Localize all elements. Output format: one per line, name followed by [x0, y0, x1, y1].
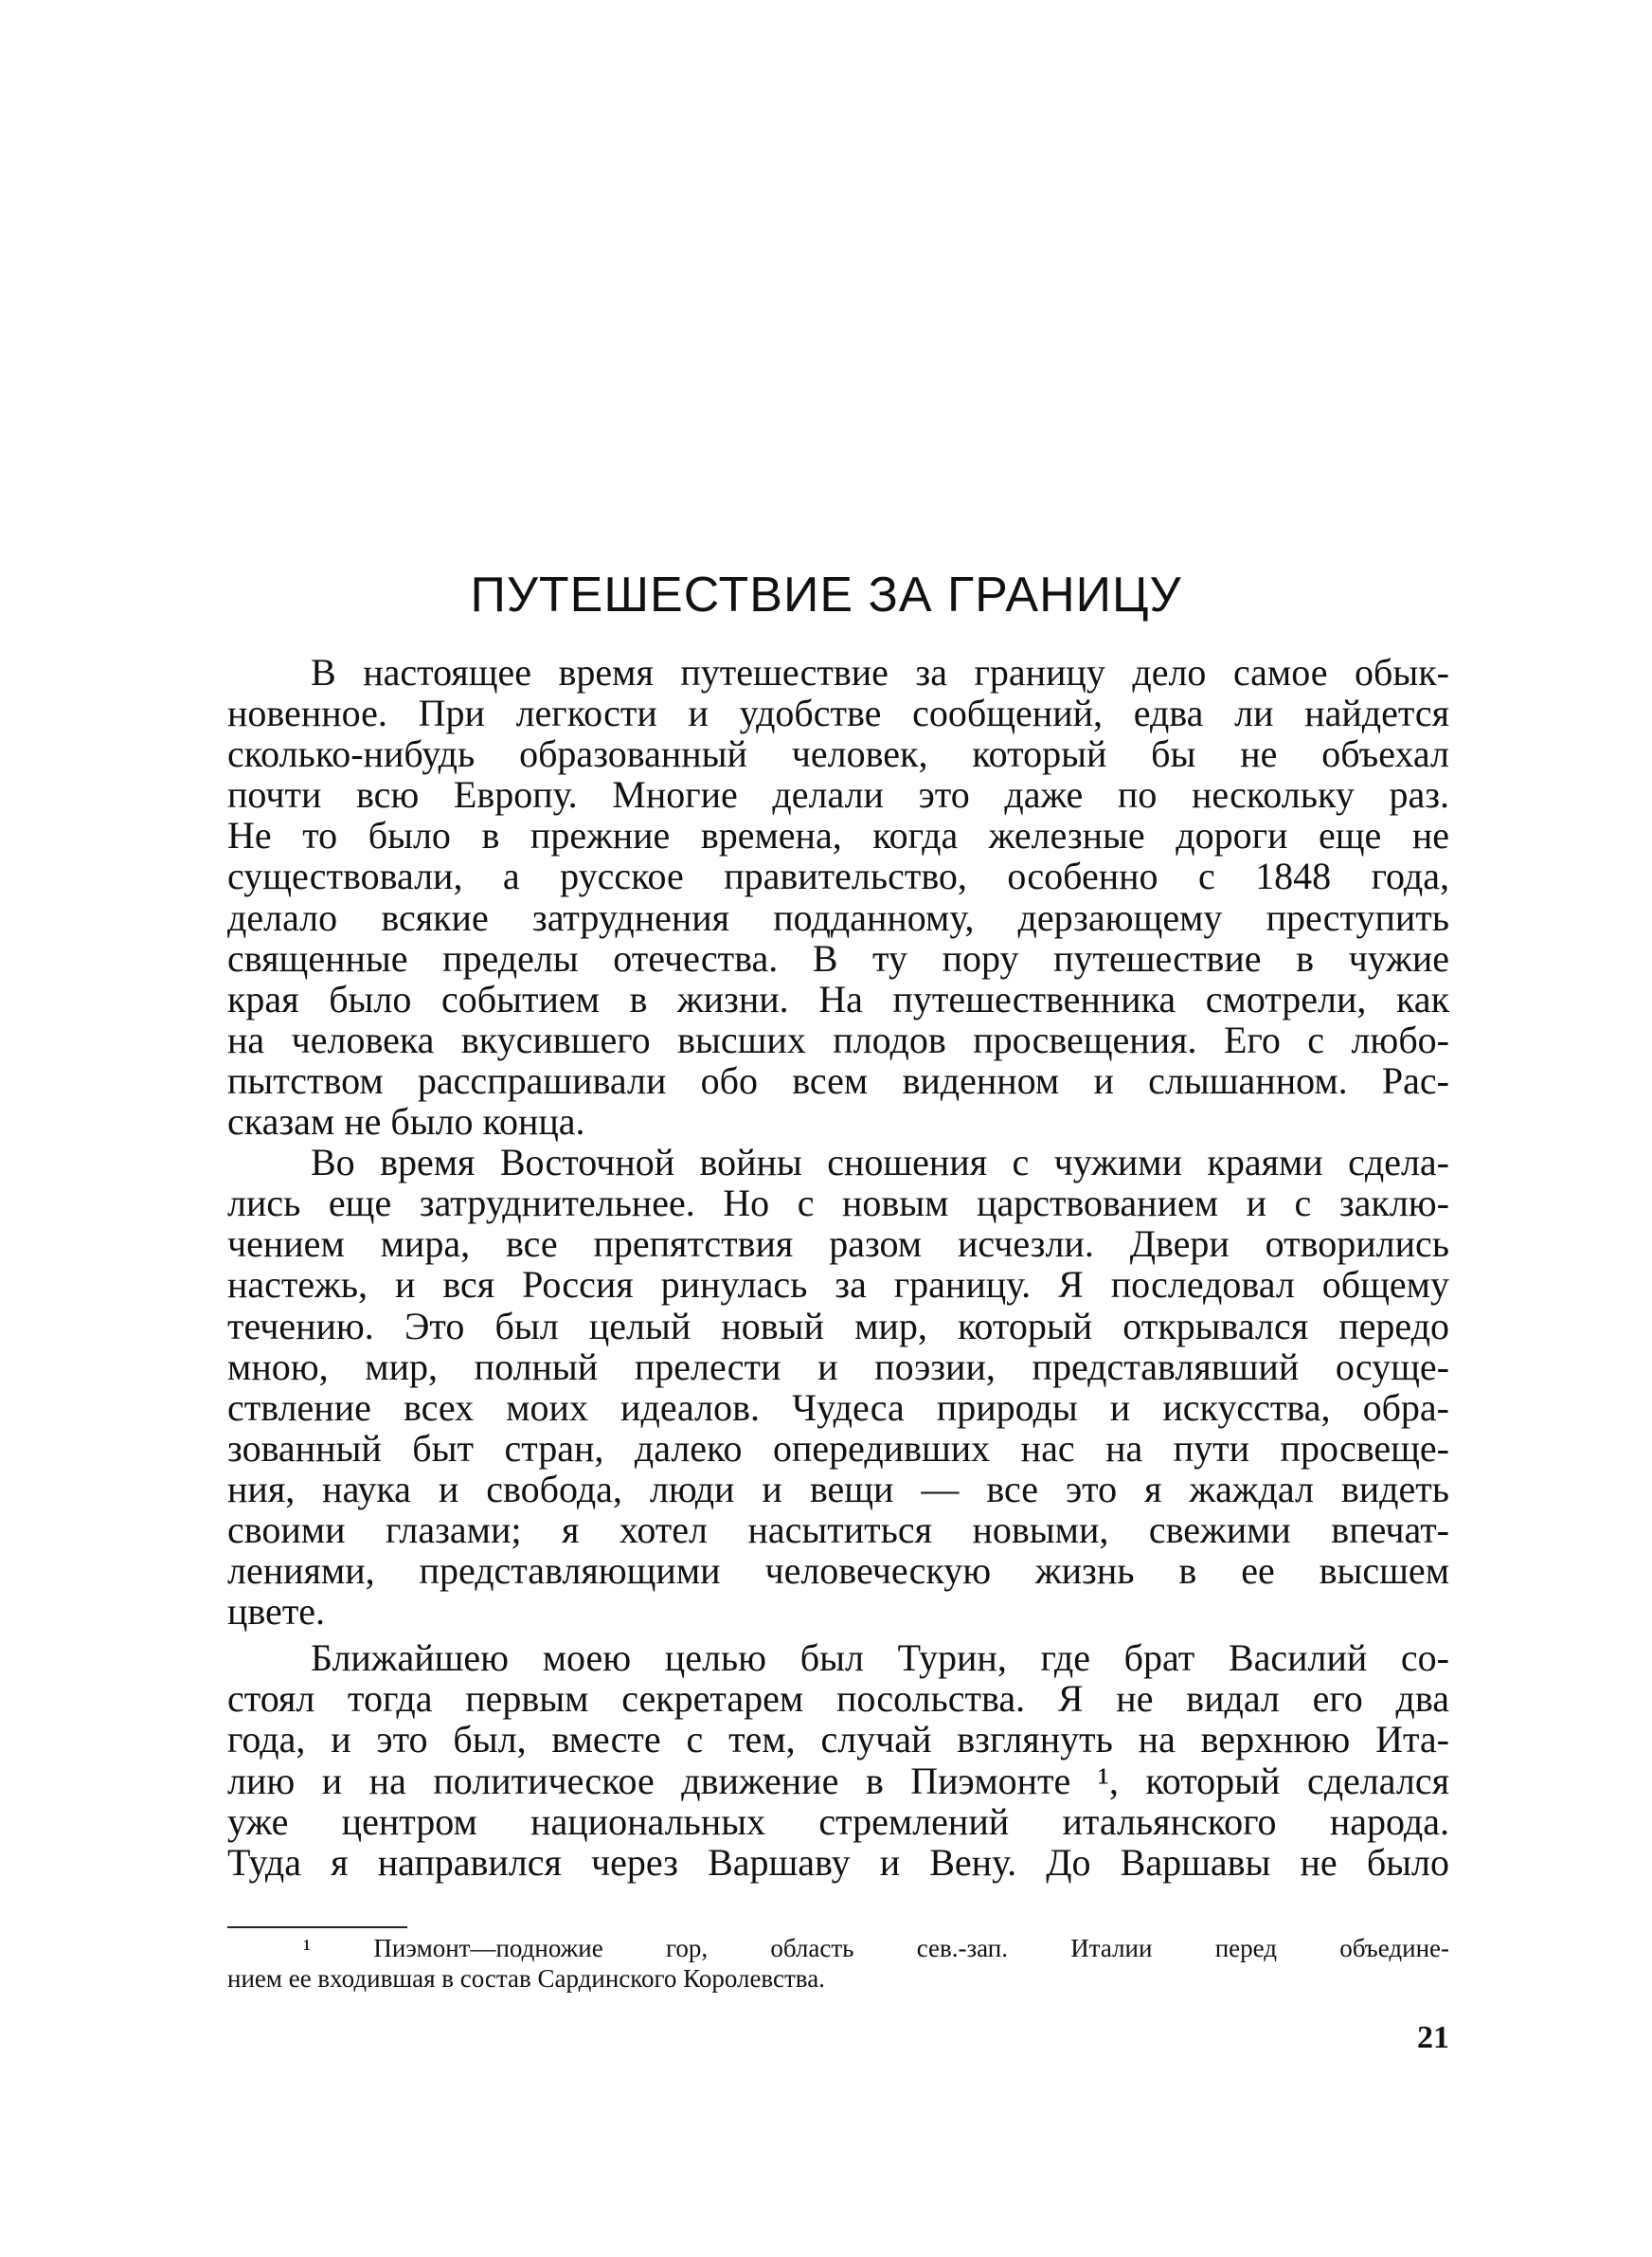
text-line: ствление всех моих идеалов. Чудеса природы и искусства, обра-: [227, 1385, 1449, 1429]
text-line: делало всякие затруднения подданному, дерзающему преступить: [227, 895, 1449, 939]
page-number: 21: [1417, 2020, 1449, 2055]
text-line: стоял тогда первым секретарем посольства. Я не видал его два: [227, 1677, 1449, 1721]
text-line: лениями, представляющими человеческую жизнь в ее высшем: [227, 1549, 1449, 1593]
text-line: чением мира, все препятствия разом исчезли. Двери отворились: [227, 1222, 1449, 1266]
text-line: на человека вкусившего высших плодов просвещения. Его с любо-: [227, 1018, 1449, 1061]
text-line: уже центром национальных стремлений итальянского народа.: [227, 1799, 1449, 1843]
text-line: почти всю Европу. Многие делали это даже по нескольку раз.: [227, 773, 1449, 817]
text-line: лию и на политическое движение в Пиэмонте ¹, который сделался: [227, 1759, 1449, 1802]
text-line: священные пределы отечества. В ту пору путешествие в чужие: [227, 936, 1449, 980]
body-text: [227, 652, 1449, 1883]
text-line: сколько-нибудь образованный человек, который бы не объехал: [227, 732, 1449, 776]
text-line: Не то было в прежние времена, когда железные дороги еще не: [227, 814, 1449, 858]
text-line: цвете.: [227, 1590, 326, 1634]
footnote: [227, 1933, 1449, 1994]
text-line: пытством расспрашивали обо всем виденном и слышанном. Рас-: [227, 1058, 1449, 1102]
text-line: В настоящее время путешествие за границу дело самое обык-: [311, 651, 1449, 694]
text-line: лись еще затруднительнее. Но с новым царствованием и с заклю-: [227, 1182, 1449, 1225]
text-line: существовали, а русское правительство, особенно с 1848 года,: [227, 855, 1449, 898]
text-line: новенное. При легкости и удобстве сообщений, едва ли найдется: [227, 692, 1449, 735]
text-line: Туда я направился через Варшаву и Вену. До Варшавы не было: [227, 1840, 1449, 1884]
text-line: течению. Это был целый новый мир, который открывался передо: [227, 1304, 1449, 1347]
text-line: зованный быт стран, далеко опередивших нас на пути просвеще-: [227, 1426, 1449, 1470]
text-line: края было событием в жизни. На путешественника смотрели, как: [227, 977, 1449, 1020]
text-line: года, и это был, вместе с тем, случай взглянуть на верхнюю Ита-: [227, 1718, 1449, 1761]
text-line: ния, наука и свобода, люди и вещи — все это я жаждал видеть: [227, 1467, 1449, 1510]
footnote-line: нием ее входившая в состав Сардинского Королевства.: [227, 1964, 825, 1993]
text-line: своими глазами; я хотел насытиться новыми, свежими впечат-: [227, 1508, 1449, 1551]
text-line: настежь, и вся Россия ринулась за границу. Я последовал общему: [227, 1263, 1449, 1307]
footnote-divider: [227, 1926, 407, 1928]
footnote-line: ¹ Пиэмонт—подножие гор, область сев.-зап. Италии перед объедине-: [303, 1934, 1449, 1962]
text-line: Ближайшею моею целью был Турин, где брат Василий со-: [311, 1636, 1449, 1680]
text-line: Во время Восточной войны сношения с чужими краями сдела-: [311, 1141, 1449, 1184]
text-line: мною, мир, полный прелести и поэзии, представлявший осуще-: [227, 1345, 1449, 1388]
text-line: сказам не было конца.: [227, 1100, 585, 1144]
page-title: ПУТЕШЕСТВИЕ ЗА ГРАНИЦУ: [470, 568, 1182, 623]
